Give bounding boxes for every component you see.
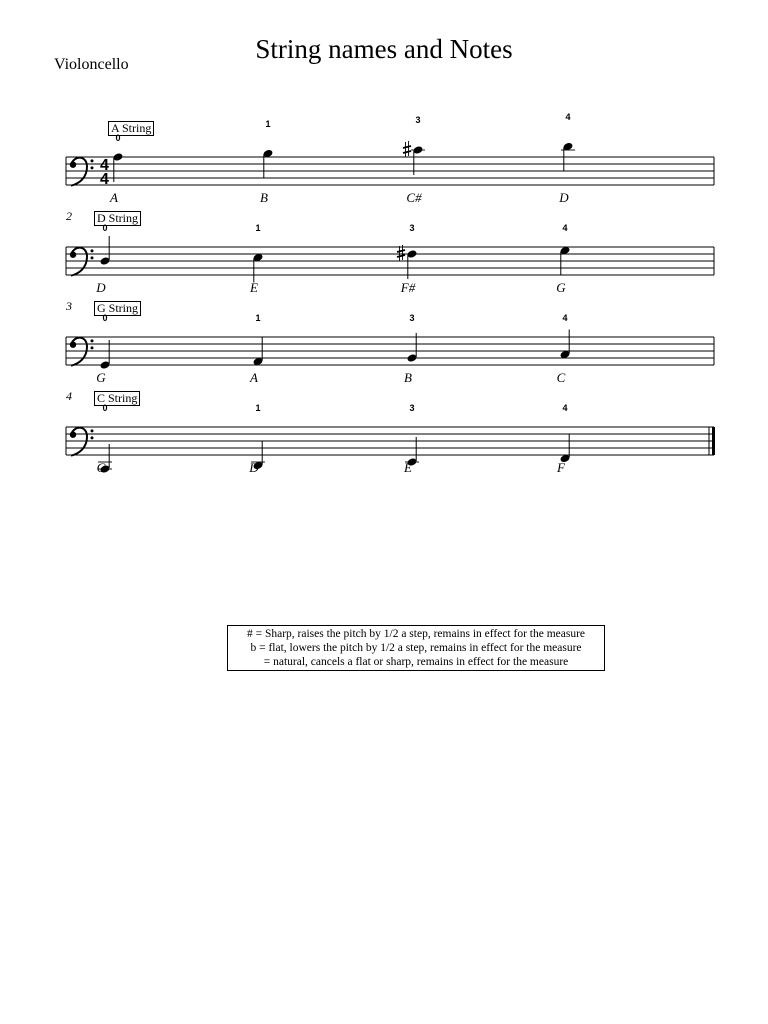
quarter-note-icon [99,340,110,370]
fingering: 0 [102,313,108,323]
bass-clef-icon [70,248,94,276]
note-name: A [110,190,118,205]
note-name: F# [400,280,416,295]
quarter-note-icon [112,152,123,182]
fingering: 1 [255,403,261,413]
fingering: 3 [409,313,415,323]
note-name: C# [406,190,422,205]
instrument-name: Violoncello [54,56,129,73]
fingering: 0 [115,133,121,143]
page-title: String names and Notes [255,34,513,64]
fingering: 4 [562,313,568,323]
staff-system [66,427,715,474]
bass-clef-icon [70,338,94,366]
fingering: 1 [255,223,261,233]
fingering: 4 [562,223,568,233]
accidentals-legend [227,625,605,671]
note-name: C [96,460,106,475]
string-label: G String [94,301,141,316]
note-name: A [250,370,258,385]
measure-number: 4 [66,389,72,403]
fingering: 4 [562,403,568,413]
measure-number: 2 [66,209,72,223]
sharp-icon [403,141,411,157]
staff-system [66,236,714,283]
note-name: G [556,280,566,295]
note-name: E [404,460,412,475]
string-label: D String [94,211,141,226]
quarter-note-icon [397,245,418,279]
note-name: D [559,190,569,205]
legend-flat: b = flat, lowers the pitch by 1/2 a step, remains in effect for the measure [250,642,582,654]
fingering: 1 [255,313,261,323]
note-name: E [250,280,258,295]
time-signature-bottom: 4 [100,171,109,188]
final-barline-icon [712,427,715,455]
fingering: 0 [102,403,108,413]
legend-sharp: # = Sharp, raises the pitch by 1/2 a step, remains in effect for the measure [246,628,586,640]
time-signature-top: 4 [100,157,109,174]
string-label: C String [94,391,140,406]
staff-system [66,141,714,188]
quarter-note-icon [406,333,417,363]
fingering: 1 [265,118,271,129]
fingering: 0 [102,223,108,233]
note-name: B [260,190,268,205]
note-name: D [249,460,259,475]
fingering: 3 [409,223,415,233]
note-name: F [557,460,565,475]
note-name: B [404,370,412,385]
staff-system [66,330,714,370]
note-name: D [96,280,106,295]
string-label: A String [108,121,154,136]
fingering: 3 [415,115,421,125]
quarter-note-icon [403,141,425,175]
quarter-note-icon [99,236,110,266]
bass-clef-icon [70,428,94,456]
note-name: G [96,370,106,385]
legend-natural: = natural, cancels a flat or sharp, remains in effect for the measure [263,656,569,668]
measure-number: 3 [66,299,72,313]
note-name: C [556,370,566,385]
fingering: 4 [565,111,571,122]
bass-clef-icon [70,158,94,186]
fingering: 3 [409,403,415,413]
